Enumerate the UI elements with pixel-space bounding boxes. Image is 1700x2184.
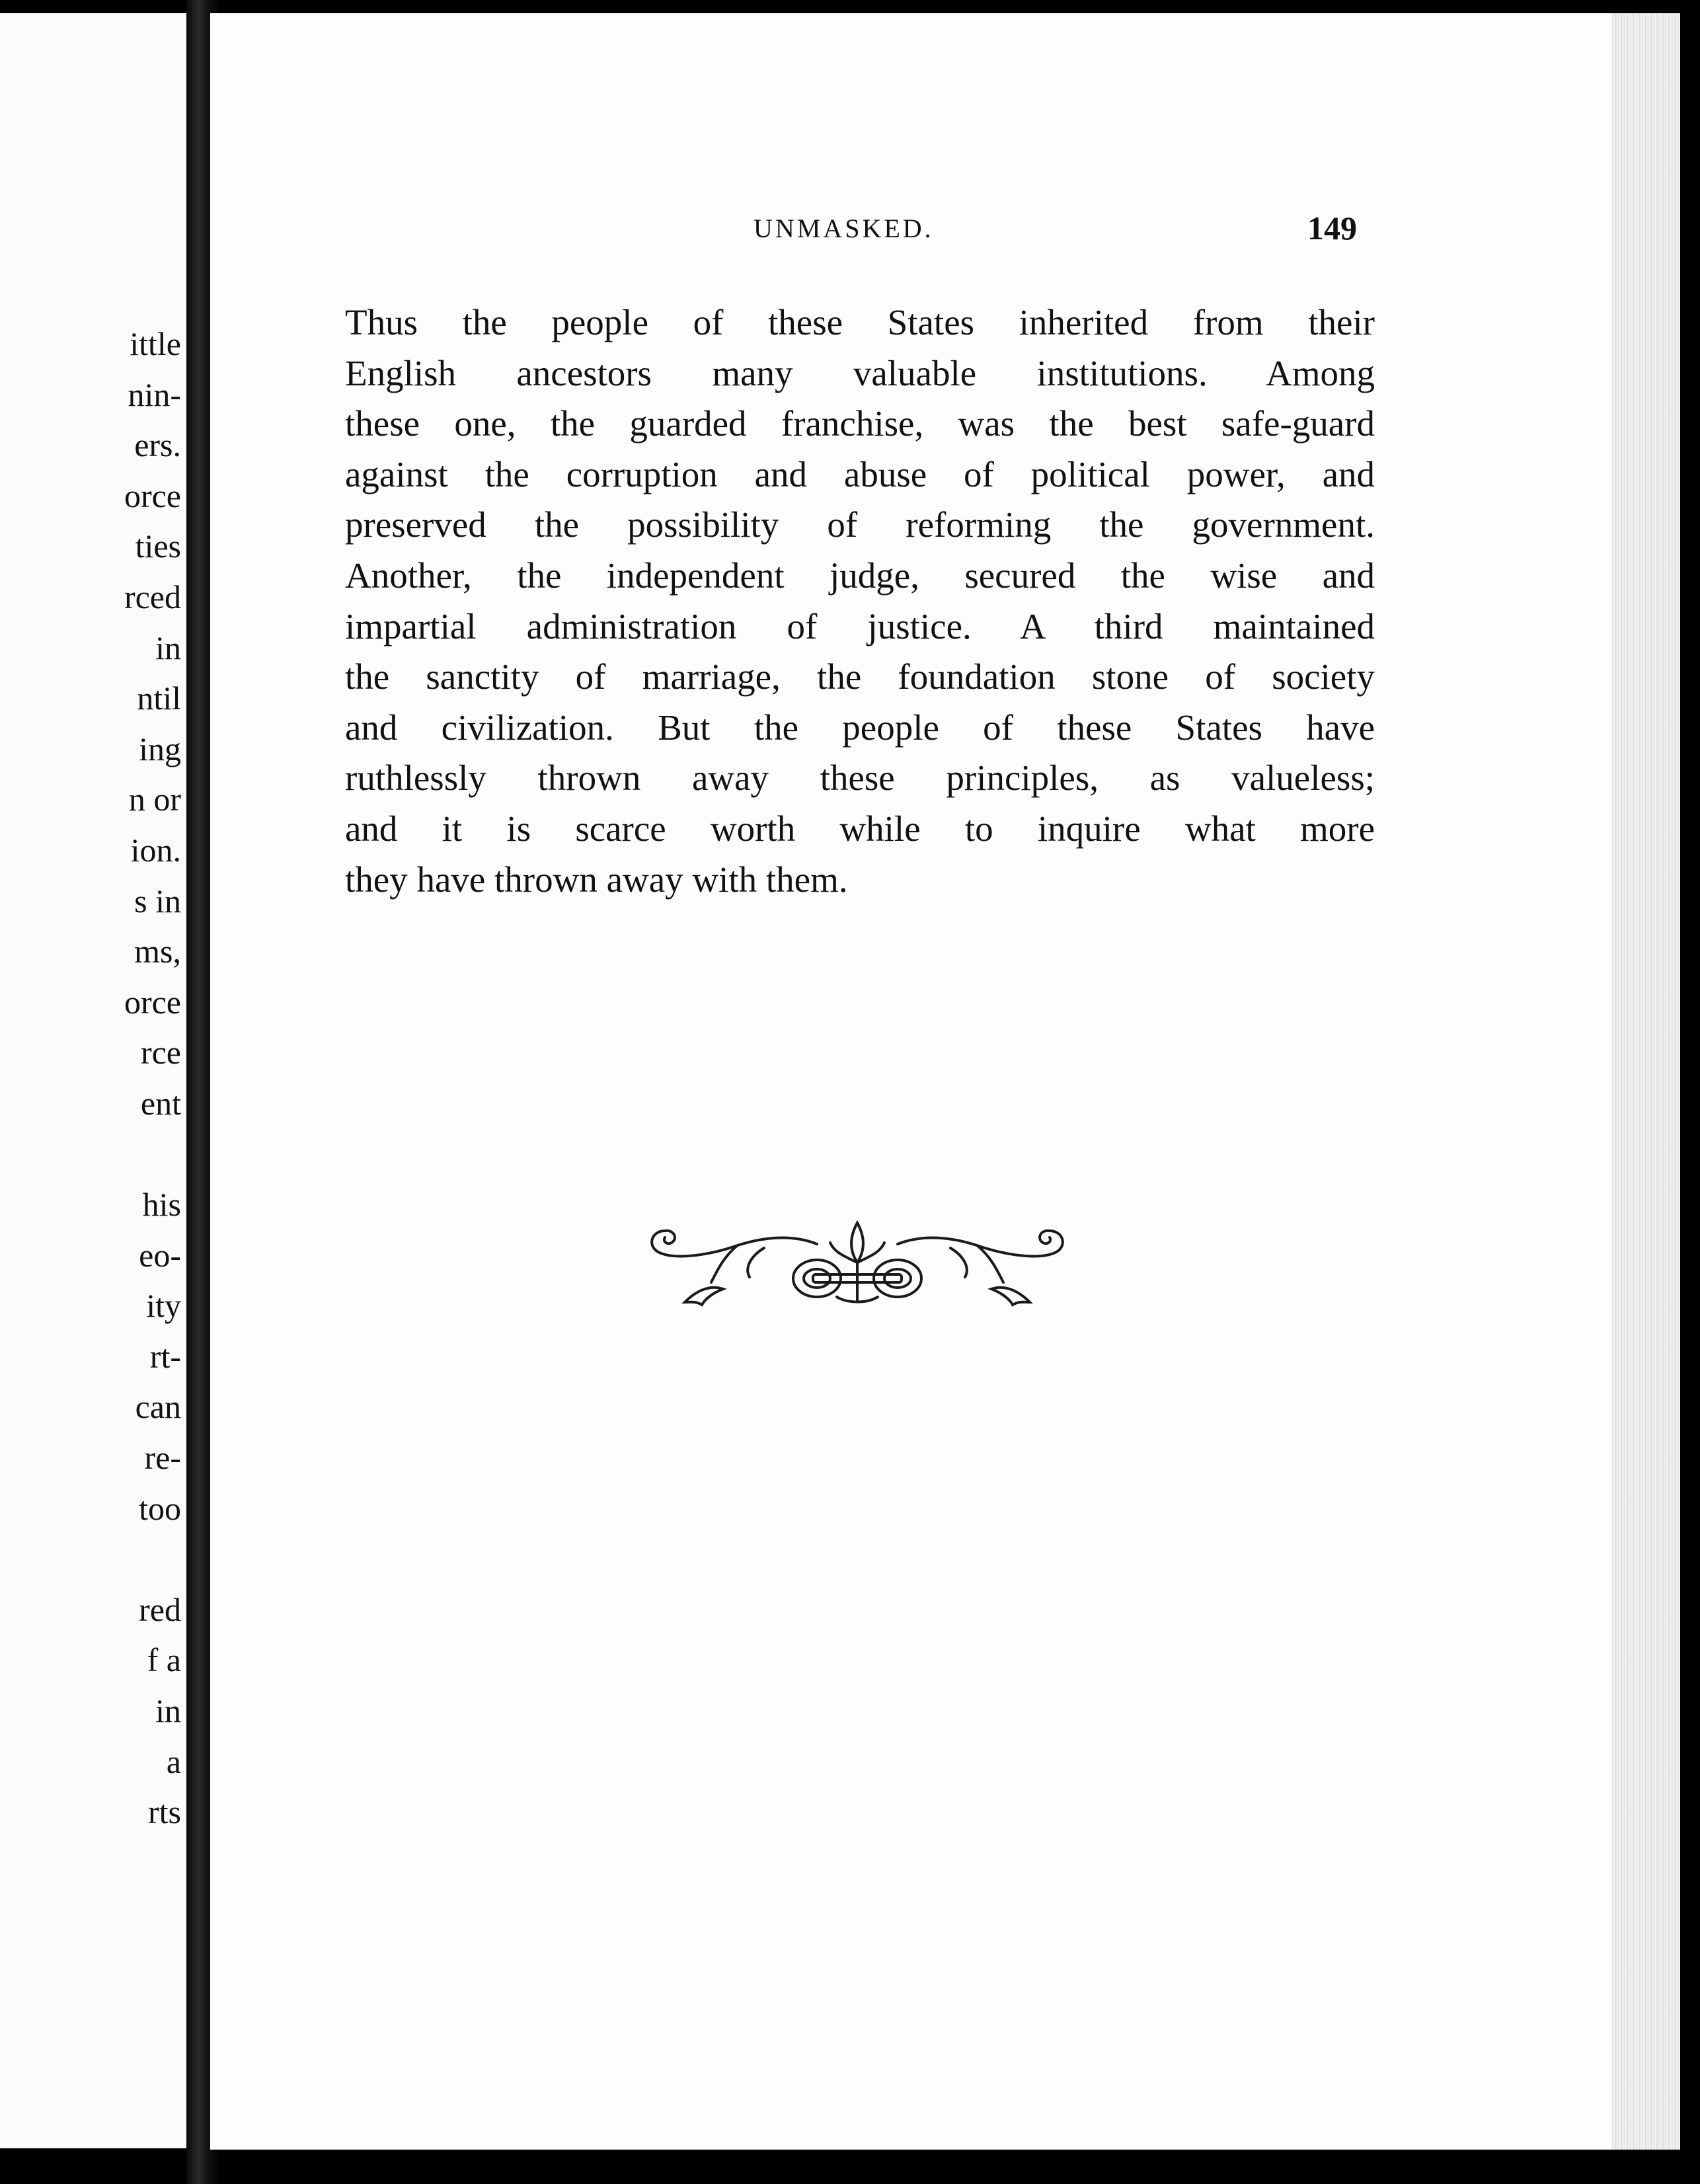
left-page-line: red	[139, 1590, 181, 1628]
body-text-line: Thus the people of these States inherited from their	[345, 302, 1375, 342]
decorative-flourish-icon	[638, 1216, 1076, 1319]
left-page-line: too	[139, 1489, 181, 1527]
left-page-line: f a	[147, 1641, 181, 1679]
body-text-line: they have thrown away with them.	[345, 859, 848, 900]
left-page-line: ers.	[134, 426, 181, 464]
page-number: 149	[1307, 210, 1357, 247]
left-page-line	[0, 1534, 186, 1584]
page-edge	[1611, 13, 1680, 2150]
left-page-line: orce	[124, 477, 181, 514]
body-text-line: and it is scarce worth while to inquire what more	[345, 808, 1375, 849]
left-page-line: s in	[134, 882, 181, 919]
left-page-line: rt-	[149, 1337, 181, 1375]
left-page-line: ties	[135, 527, 181, 565]
left-page-line: nin-	[128, 375, 181, 413]
running-head: UNMASKED.	[753, 214, 934, 243]
left-page-line: rts	[148, 1793, 181, 1831]
left-page-line: ity	[146, 1287, 181, 1325]
body-text-line: against the corruption and abuse of political power, and	[345, 453, 1375, 494]
left-page-line	[0, 1129, 186, 1180]
body-text-line: impartial administration of justice. A third maintained	[345, 605, 1375, 646]
body-text-line: these one, the guarded franchise, was the best safe-guard	[345, 403, 1375, 444]
left-page-line: a	[166, 1742, 181, 1780]
left-page-line: can	[135, 1388, 181, 1426]
left-page-line: ing	[139, 730, 181, 767]
left-page-line: ent	[140, 1084, 181, 1122]
body-text	[345, 297, 1375, 905]
left-page-line: ion.	[130, 831, 181, 869]
left-page-line: ntil	[137, 680, 181, 717]
body-text-line: the sanctity of marriage, the foundation stone of society	[345, 656, 1375, 697]
body-text-line: Another, the independent judge, secured the wise and	[345, 555, 1375, 596]
body-text-line: English ancestors many valuable institutions. Among	[345, 352, 1375, 393]
left-page-line: n or	[128, 781, 181, 818]
left-page-line: in	[155, 1692, 181, 1730]
body-text-line: ruthlessly thrown away these principles, as valueless;	[345, 758, 1375, 799]
body-text-line: and civilization. But the people of these States have	[345, 707, 1375, 748]
left-page-line: ittle	[130, 325, 181, 362]
left-page-line: orce	[124, 983, 181, 1021]
left-page-line: rce	[140, 1034, 181, 1072]
left-facing-page	[0, 13, 186, 2148]
left-page-line: eo-	[139, 1236, 181, 1274]
body-text-line: preserved the possibility of reforming the government.	[345, 504, 1375, 545]
left-page-line: in	[155, 629, 181, 666]
left-page-line: re-	[144, 1439, 181, 1477]
scan-border	[1680, 0, 1700, 2184]
left-page-line: his	[142, 1186, 181, 1224]
left-page-line: ms,	[134, 933, 181, 970]
left-page-text	[0, 319, 186, 1838]
left-page-line: rced	[124, 578, 181, 615]
